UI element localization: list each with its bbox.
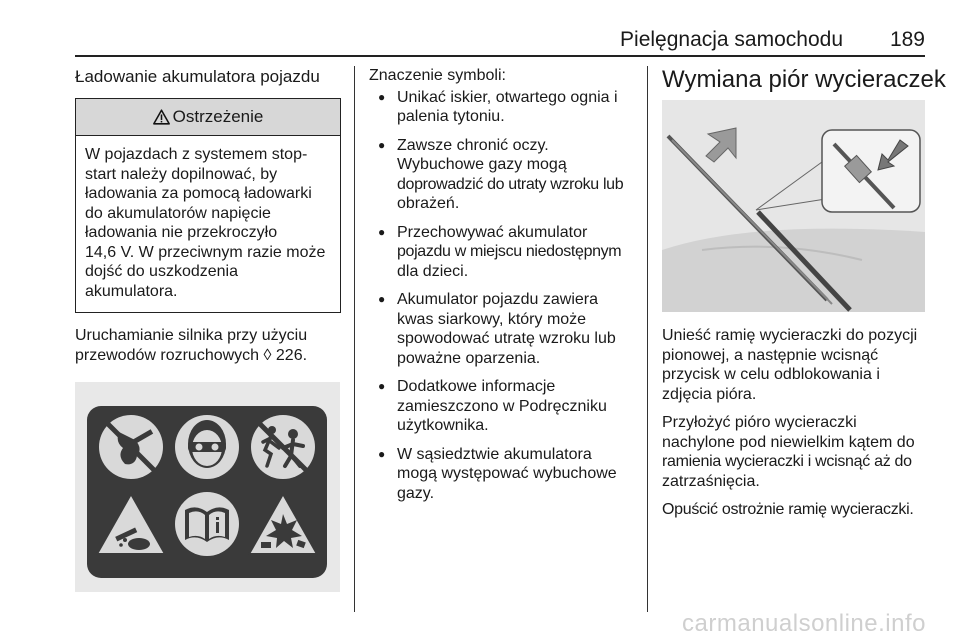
- warning-line: ładowania za pomocą ładowarki: [85, 185, 312, 202]
- list-item-line: kwas siarkowy, który może: [397, 310, 587, 328]
- header-rule: [75, 55, 925, 57]
- symbol-list: [369, 88, 633, 504]
- page-number: 189: [889, 28, 925, 51]
- wiper-step-2: [662, 413, 925, 491]
- step-line: pionowej, a następnie wcisnąć: [662, 346, 879, 364]
- list-item-line: ● Zawsze chronić oczy.: [397, 136, 549, 154]
- step-line: zatrzaśnięcia.: [662, 472, 760, 490]
- list-item: [369, 445, 633, 504]
- list-item: [369, 223, 633, 282]
- list-item-line: ● W sąsiedztwie akumulatora: [397, 445, 592, 463]
- header-title: Pielęgnacja samochodu: [620, 28, 843, 51]
- warning-box: [75, 98, 341, 313]
- list-item-line: doprowadzić do utraty wzroku lub: [397, 175, 624, 193]
- warning-line: akumulatora.: [85, 282, 178, 300]
- list-item-line: gazy.: [397, 484, 435, 502]
- column-1: [75, 66, 341, 403]
- keep-away-children-icon: [251, 415, 315, 479]
- eye-protection-icon: [175, 415, 239, 479]
- list-item-line: spowodować utratę wzroku lub: [397, 330, 616, 347]
- warning-sticker-svg: [75, 382, 340, 592]
- list-item-line: mogą występować wybuchowe: [397, 465, 617, 482]
- jump-start-line: Uruchamianie silnika przy użyciu: [75, 327, 308, 344]
- column-divider-1: [354, 66, 355, 612]
- list-item: [369, 88, 633, 127]
- list-item-line: obrażeń.: [397, 195, 460, 212]
- warning-line: start należy dopilnować, by: [85, 165, 278, 183]
- list-item-line: dla dzieci.: [397, 262, 469, 280]
- page-ref-icon: ◊: [263, 346, 272, 364]
- list-item: [369, 377, 633, 436]
- step-line: przycisk w celu odblokowania i: [662, 366, 880, 383]
- warning-triangle-icon: [153, 109, 170, 125]
- warning-line: 14,6 V. W przeciwnym razie może: [85, 243, 326, 261]
- column-divider-2: [647, 66, 648, 612]
- section-title-battery-charging: Ładowanie akumulatora pojazdu: [75, 67, 320, 86]
- list-item-line: użytkownika.: [397, 417, 489, 434]
- warning-line: dojść do uszkodzenia: [85, 263, 238, 280]
- list-item-line: palenia tytoniu.: [397, 108, 505, 125]
- step-line: Unieść ramię wycieraczki do pozycji: [662, 327, 918, 344]
- page-ref-link[interactable]: 226.: [275, 346, 308, 364]
- warning-line: W pojazdach z systemem stop-: [85, 146, 308, 163]
- step-line: Opuścić ostrożnie ramię wycieraczki.: [662, 501, 914, 518]
- list-item-line: ● Unikać iskier, otwartego ognia i: [397, 88, 618, 106]
- jump-start-line: przewodów rozruchowych: [75, 346, 260, 364]
- warning-sticker-figure: [75, 382, 340, 592]
- warning-title: Ostrzeżenie: [172, 107, 264, 127]
- page-header: [75, 28, 925, 52]
- column-3: [662, 63, 946, 95]
- list-item-line: ● Przechowywać akumulator: [397, 223, 588, 241]
- step-line: zdjęcia pióra.: [662, 385, 757, 403]
- list-item-line: Wybuchowe gazy mogą: [397, 156, 567, 173]
- wiper-step-3: [662, 500, 925, 520]
- warning-line: ładowania nie przekroczyło: [85, 224, 278, 241]
- section-title-wiper-blades: Wymiana piór wycieraczek: [662, 66, 946, 93]
- no-fire-icon: [99, 415, 163, 479]
- release-button-detail: [822, 130, 920, 212]
- list-item: [369, 136, 633, 214]
- warning-line: do akumulatorów napięcie: [85, 204, 271, 222]
- symbols-intro: Znaczenie symboli:: [369, 67, 506, 84]
- warning-header: [76, 99, 340, 136]
- step-line: nachylone pod niewielkim kątem do: [662, 433, 915, 451]
- step-line: Przyłożyć pióro wycieraczki: [662, 414, 857, 431]
- wiper-figure: [662, 100, 925, 312]
- column-2: [369, 66, 633, 512]
- step-line: ramienia wycieraczki i wcisnąć aż do: [662, 453, 912, 470]
- list-item-line: ● Akumulator pojazdu zawiera: [397, 291, 598, 308]
- wiper-svg: [662, 100, 925, 312]
- warning-body: [76, 136, 340, 312]
- list-item-line: ● Dodatkowe informacje: [397, 378, 556, 395]
- list-item-line: pojazdu w miejscu niedostępnym: [397, 243, 622, 260]
- list-item: [369, 290, 633, 368]
- watermark: carmanualsonline.info: [682, 610, 926, 637]
- column-3-text: [662, 326, 925, 520]
- jump-start-paragraph: [75, 326, 341, 365]
- wiper-step-1: [662, 326, 925, 404]
- list-item-line: zamieszczono w Podręczniku: [397, 397, 607, 415]
- list-item-line: poważne oparzenia.: [397, 349, 541, 367]
- read-manual-icon: [175, 492, 239, 556]
